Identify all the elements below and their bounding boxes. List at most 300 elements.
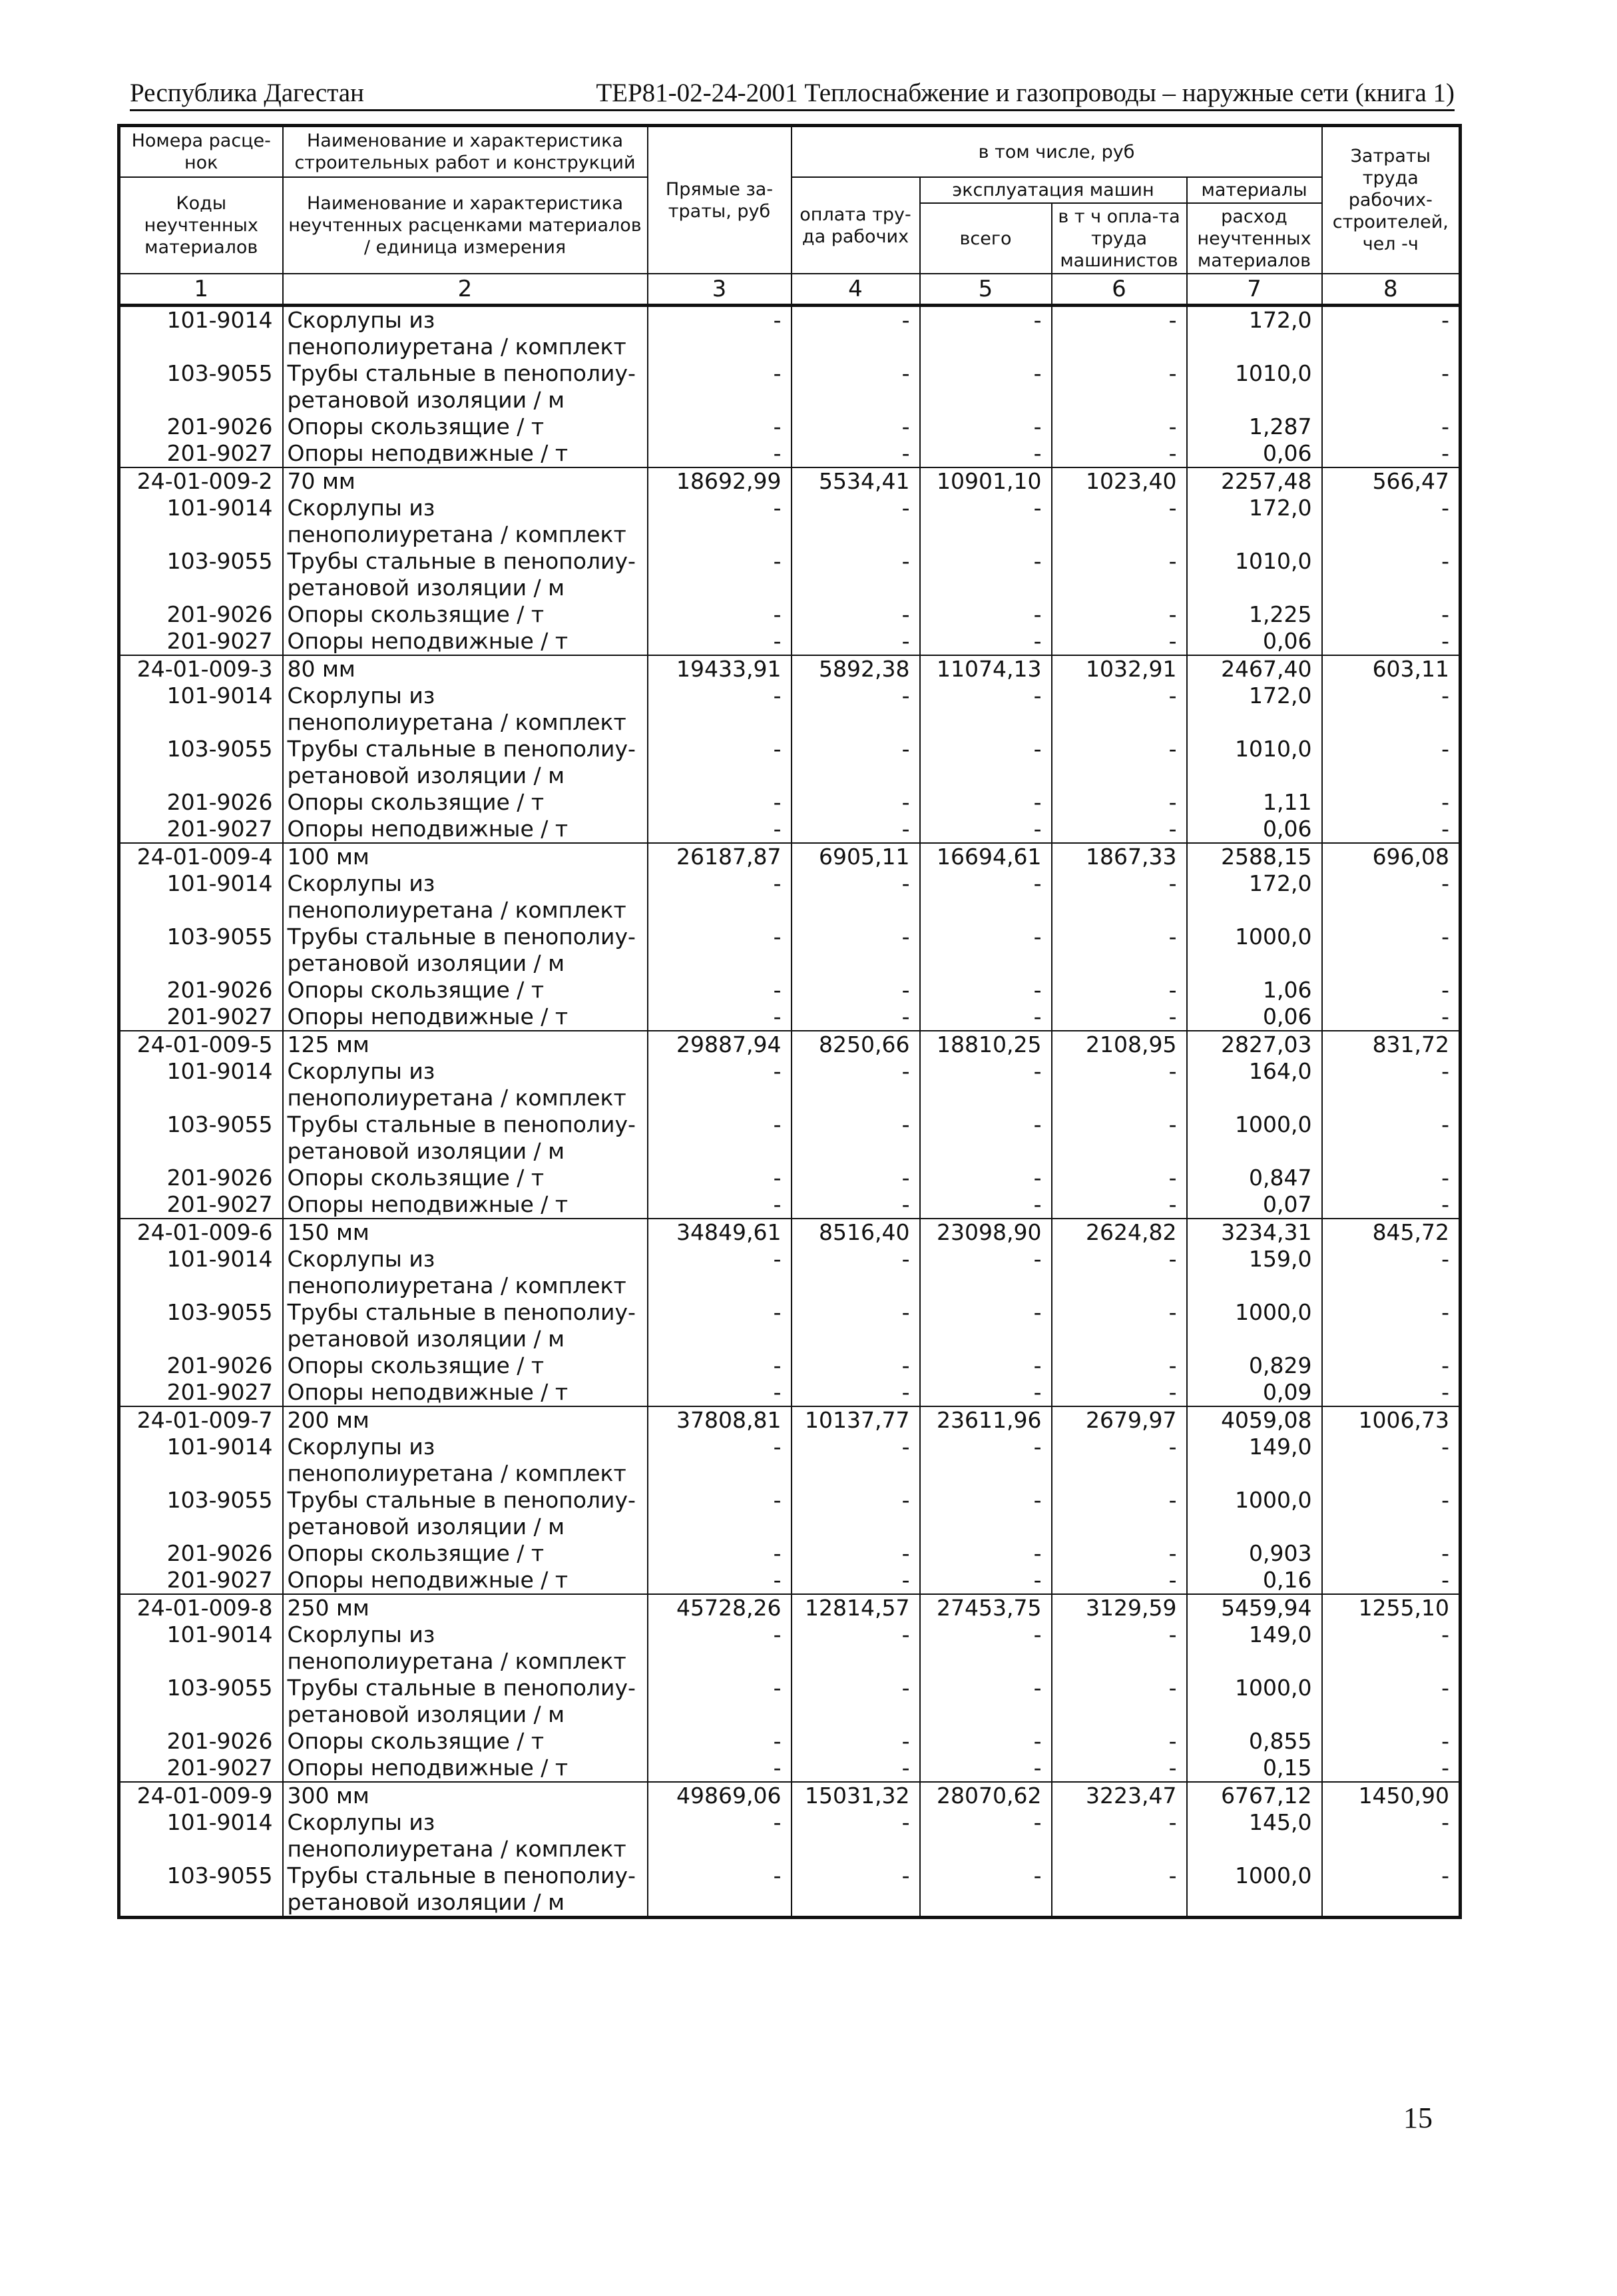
row-name: Скорлупы из пенополиуретана / комплект: [283, 1058, 648, 1111]
row-machinist-pay: 3223,47: [1052, 1782, 1187, 1809]
row-labor-hours: -: [1322, 440, 1461, 467]
row-name: Опоры неподвижные / т: [283, 816, 648, 843]
header-col6: в т ч опла-та труда машинистов: [1052, 203, 1187, 274]
row-machinist-pay: -: [1052, 360, 1187, 414]
row-machinist-pay: -: [1052, 1567, 1187, 1594]
row-materials: 1000,0: [1187, 1299, 1322, 1352]
row-direct-costs: 34849,61: [648, 1219, 792, 1246]
row-labor-hours: -: [1322, 1567, 1461, 1594]
column-number: 1: [119, 274, 283, 306]
row-name: Скорлупы из пенополиуретана / комплект: [283, 1809, 648, 1863]
row-materials: 0,15: [1187, 1755, 1322, 1782]
row-machines-total: -: [920, 924, 1052, 977]
row-machinist-pay: -: [1052, 736, 1187, 789]
row-labor-hours: 845,72: [1322, 1219, 1461, 1246]
row-labor-pay: -: [792, 789, 920, 816]
row-machines-total: -: [920, 1165, 1052, 1191]
row-machines-total: -: [920, 1728, 1052, 1755]
row-labor-pay: -: [792, 1728, 920, 1755]
material-row: [119, 1809, 1461, 1863]
row-materials: 172,0: [1187, 870, 1322, 924]
row-materials: 145,0: [1187, 1809, 1322, 1863]
row-labor-pay: -: [792, 1191, 920, 1219]
rates-table-body: [119, 306, 1461, 1918]
row-labor-pay: -: [792, 1540, 920, 1567]
row-machines-total: -: [920, 816, 1052, 843]
row-machinist-pay: 1032,91: [1052, 655, 1187, 683]
row-machinist-pay: -: [1052, 1540, 1187, 1567]
row-name: Трубы стальные в пенополиу-ретановой изоляции / м: [283, 1299, 648, 1352]
row-name: Трубы стальные в пенополиу-ретановой изоляции / м: [283, 1487, 648, 1540]
row-labor-hours: -: [1322, 306, 1461, 361]
row-labor-hours: -: [1322, 1165, 1461, 1191]
row-code: 101-9014: [119, 495, 283, 548]
header-col4: оплата тру-да рабочих: [792, 177, 920, 274]
row-machinist-pay: -: [1052, 1728, 1187, 1755]
row-machinist-pay: -: [1052, 628, 1187, 655]
row-labor-hours: 603,11: [1322, 655, 1461, 683]
row-labor-pay: -: [792, 1487, 920, 1540]
row-name: Опоры неподвижные / т: [283, 1191, 648, 1219]
row-labor-hours: -: [1322, 977, 1461, 1004]
row-materials: 1010,0: [1187, 548, 1322, 601]
row-direct-costs: -: [648, 1434, 792, 1487]
row-machinist-pay: -: [1052, 1675, 1187, 1728]
material-row: [119, 1567, 1461, 1594]
row-direct-costs: 26187,87: [648, 843, 792, 870]
row-code: 101-9014: [119, 1434, 283, 1487]
row-machinist-pay: -: [1052, 1058, 1187, 1111]
row-materials: 0,06: [1187, 440, 1322, 467]
material-row: [119, 495, 1461, 548]
price-row: [119, 1406, 1461, 1434]
row-name: Трубы стальные в пенополиу-ретановой изоляции / м: [283, 1863, 648, 1918]
row-code: 24-01-009-2: [119, 467, 283, 495]
row-labor-pay: -: [792, 1621, 920, 1675]
column-number: 3: [648, 274, 792, 306]
row-labor-hours: -: [1322, 628, 1461, 655]
row-machines-total: -: [920, 977, 1052, 1004]
row-machines-total: -: [920, 1675, 1052, 1728]
row-materials: 0,903: [1187, 1540, 1322, 1567]
material-row: [119, 306, 1461, 361]
row-code: 24-01-009-4: [119, 843, 283, 870]
row-machines-total: -: [920, 1111, 1052, 1165]
column-number: 2: [283, 274, 648, 306]
row-labor-hours: -: [1322, 1004, 1461, 1031]
row-name: Скорлупы из пенополиуретана / комплект: [283, 683, 648, 736]
row-labor-hours: -: [1322, 683, 1461, 736]
row-materials: 1000,0: [1187, 1675, 1322, 1728]
row-labor-pay: -: [792, 1299, 920, 1352]
row-code: 201-9026: [119, 601, 283, 628]
material-row: [119, 1728, 1461, 1755]
row-labor-pay: -: [792, 1809, 920, 1863]
row-code: 201-9027: [119, 1379, 283, 1406]
row-machines-total: -: [920, 1434, 1052, 1487]
row-materials: 1000,0: [1187, 1487, 1322, 1540]
row-code: 24-01-009-9: [119, 1782, 283, 1809]
row-name: Скорлупы из пенополиуретана / комплект: [283, 1246, 648, 1299]
price-row: [119, 1031, 1461, 1058]
row-direct-costs: -: [648, 1191, 792, 1219]
row-materials: 149,0: [1187, 1621, 1322, 1675]
row-name: Трубы стальные в пенополиу-ретановой изоляции / м: [283, 1675, 648, 1728]
row-labor-pay: 15031,32: [792, 1782, 920, 1809]
rates-table: [117, 124, 1462, 1919]
row-labor-pay: -: [792, 1111, 920, 1165]
row-labor-hours: -: [1322, 1621, 1461, 1675]
row-machines-total: -: [920, 1863, 1052, 1918]
column-number: 4: [792, 274, 920, 306]
row-materials: 5459,94: [1187, 1594, 1322, 1621]
header-col1-bottom: Коды неучтенных материалов: [119, 177, 283, 274]
material-row: [119, 440, 1461, 467]
row-materials: 6767,12: [1187, 1782, 1322, 1809]
row-code: 103-9055: [119, 736, 283, 789]
row-materials: 0,06: [1187, 816, 1322, 843]
header-col1-top: Номера расце-нок: [119, 126, 283, 178]
row-code: 103-9055: [119, 1863, 283, 1918]
row-direct-costs: 29887,94: [648, 1031, 792, 1058]
row-direct-costs: -: [648, 736, 792, 789]
row-direct-costs: -: [648, 789, 792, 816]
row-direct-costs: -: [648, 1809, 792, 1863]
row-materials: 1010,0: [1187, 360, 1322, 414]
row-name: Скорлупы из пенополиуретана / комплект: [283, 870, 648, 924]
header-col2-top: Наименование и характеристика строительных работ и конструкций: [283, 126, 648, 178]
row-labor-hours: -: [1322, 1191, 1461, 1219]
row-name: Трубы стальные в пенополиу-ретановой изоляции / м: [283, 360, 648, 414]
page-header: [130, 79, 1455, 111]
row-code: 201-9027: [119, 816, 283, 843]
row-materials: 149,0: [1187, 1434, 1322, 1487]
row-labor-pay: -: [792, 360, 920, 414]
row-machines-total: -: [920, 601, 1052, 628]
row-direct-costs: -: [648, 1165, 792, 1191]
row-code: 101-9014: [119, 1809, 283, 1863]
row-direct-costs: 37808,81: [648, 1406, 792, 1434]
row-code: 201-9026: [119, 1352, 283, 1379]
row-machines-total: -: [920, 789, 1052, 816]
row-direct-costs: -: [648, 548, 792, 601]
row-materials: 1000,0: [1187, 924, 1322, 977]
row-name: Опоры неподвижные / т: [283, 440, 648, 467]
row-materials: 1000,0: [1187, 1111, 1322, 1165]
row-labor-hours: -: [1322, 924, 1461, 977]
row-machinist-pay: -: [1052, 1246, 1187, 1299]
row-code: 103-9055: [119, 548, 283, 601]
row-machines-total: -: [920, 1299, 1052, 1352]
row-machinist-pay: -: [1052, 601, 1187, 628]
row-machinist-pay: -: [1052, 870, 1187, 924]
row-labor-pay: -: [792, 306, 920, 361]
row-materials: 0,855: [1187, 1728, 1322, 1755]
row-machines-total: -: [920, 1621, 1052, 1675]
row-direct-costs: -: [648, 1728, 792, 1755]
row-machinist-pay: -: [1052, 924, 1187, 977]
rates-table-header: [119, 126, 1461, 306]
row-labor-pay: -: [792, 1246, 920, 1299]
row-name: Опоры скользящие / т: [283, 1165, 648, 1191]
row-code: 103-9055: [119, 1675, 283, 1728]
row-name: Трубы стальные в пенополиу-ретановой изоляции / м: [283, 924, 648, 977]
header-col2-bottom: Наименование и характеристика неучтенных расценками материалов / единица измерения: [283, 177, 648, 274]
price-row: [119, 467, 1461, 495]
header-col7: расход неучтенных материалов: [1187, 203, 1322, 274]
header-col8: Затраты труда рабочих-строителей, чел -ч: [1322, 126, 1461, 274]
row-materials: 159,0: [1187, 1246, 1322, 1299]
row-labor-hours: -: [1322, 1379, 1461, 1406]
row-labor-pay: 6905,11: [792, 843, 920, 870]
row-code: 101-9014: [119, 683, 283, 736]
column-number: 6: [1052, 274, 1187, 306]
row-code: 103-9055: [119, 924, 283, 977]
row-code: 24-01-009-6: [119, 1219, 283, 1246]
material-row: [119, 1487, 1461, 1540]
row-code: 103-9055: [119, 360, 283, 414]
row-name: Опоры неподвижные / т: [283, 1567, 648, 1594]
row-code: 201-9026: [119, 789, 283, 816]
row-materials: 2467,40: [1187, 655, 1322, 683]
row-direct-costs: -: [648, 977, 792, 1004]
row-code: 24-01-009-8: [119, 1594, 283, 1621]
material-row: [119, 1191, 1461, 1219]
row-code: 101-9014: [119, 1246, 283, 1299]
row-labor-pay: -: [792, 1434, 920, 1487]
material-row: [119, 1058, 1461, 1111]
row-materials: 1,06: [1187, 977, 1322, 1004]
row-labor-pay: 5534,41: [792, 467, 920, 495]
row-direct-costs: 19433,91: [648, 655, 792, 683]
row-machines-total: 18810,25: [920, 1031, 1052, 1058]
material-row: [119, 1540, 1461, 1567]
row-machinist-pay: -: [1052, 1434, 1187, 1487]
row-machines-total: -: [920, 360, 1052, 414]
row-machines-total: 28070,62: [920, 1782, 1052, 1809]
row-labor-hours: 1450,90: [1322, 1782, 1461, 1809]
material-row: [119, 628, 1461, 655]
header-group-machines: эксплуатация машин: [920, 177, 1187, 203]
row-materials: 1000,0: [1187, 1863, 1322, 1918]
row-machinist-pay: -: [1052, 1111, 1187, 1165]
row-direct-costs: 49869,06: [648, 1782, 792, 1809]
row-labor-pay: -: [792, 1004, 920, 1031]
row-direct-costs: -: [648, 1111, 792, 1165]
price-row: [119, 843, 1461, 870]
row-machines-total: -: [920, 1567, 1052, 1594]
row-labor-hours: -: [1322, 495, 1461, 548]
row-code: 101-9014: [119, 1058, 283, 1111]
row-machinist-pay: -: [1052, 1191, 1187, 1219]
row-labor-pay: 8516,40: [792, 1219, 920, 1246]
row-labor-hours: -: [1322, 736, 1461, 789]
row-labor-pay: -: [792, 440, 920, 467]
row-machines-total: 16694,61: [920, 843, 1052, 870]
material-row: [119, 1379, 1461, 1406]
row-code: 101-9014: [119, 870, 283, 924]
row-materials: 1,11: [1187, 789, 1322, 816]
material-row: [119, 360, 1461, 414]
price-row: [119, 655, 1461, 683]
row-labor-pay: -: [792, 1058, 920, 1111]
row-machinist-pay: -: [1052, 1352, 1187, 1379]
material-row: [119, 870, 1461, 924]
row-direct-costs: -: [648, 1567, 792, 1594]
row-machinist-pay: 3129,59: [1052, 1594, 1187, 1621]
header-col5: всего: [920, 203, 1052, 274]
material-row: [119, 924, 1461, 977]
row-materials: 3234,31: [1187, 1219, 1322, 1246]
row-machines-total: -: [920, 870, 1052, 924]
row-labor-pay: -: [792, 1379, 920, 1406]
row-name: Опоры скользящие / т: [283, 1540, 648, 1567]
row-code: 201-9026: [119, 1540, 283, 1567]
material-row: [119, 816, 1461, 843]
row-direct-costs: -: [648, 440, 792, 467]
material-row: [119, 1246, 1461, 1299]
row-labor-hours: -: [1322, 414, 1461, 440]
row-labor-hours: -: [1322, 1299, 1461, 1352]
row-name: Опоры неподвижные / т: [283, 628, 648, 655]
material-row: [119, 977, 1461, 1004]
row-labor-hours: -: [1322, 1434, 1461, 1487]
row-labor-hours: -: [1322, 1058, 1461, 1111]
material-row: [119, 1675, 1461, 1728]
row-name: 300 мм: [283, 1782, 648, 1809]
row-machines-total: -: [920, 1246, 1052, 1299]
row-direct-costs: -: [648, 1621, 792, 1675]
row-labor-pay: 12814,57: [792, 1594, 920, 1621]
row-materials: 2588,15: [1187, 843, 1322, 870]
header-region: Республика Дагестан: [130, 79, 364, 107]
material-row: [119, 1299, 1461, 1352]
column-number-row: [119, 274, 1461, 306]
row-code: 103-9055: [119, 1299, 283, 1352]
row-name: Опоры неподвижные / т: [283, 1755, 648, 1782]
row-name: Скорлупы из пенополиуретана / комплект: [283, 495, 648, 548]
row-machines-total: 11074,13: [920, 655, 1052, 683]
row-labor-hours: -: [1322, 1755, 1461, 1782]
row-machines-total: -: [920, 1191, 1052, 1219]
row-machines-total: -: [920, 1487, 1052, 1540]
price-row: [119, 1219, 1461, 1246]
row-machinist-pay: -: [1052, 1487, 1187, 1540]
row-labor-hours: 831,72: [1322, 1031, 1461, 1058]
row-name: Опоры неподвижные / т: [283, 1379, 648, 1406]
material-row: [119, 1352, 1461, 1379]
row-name: Опоры скользящие / т: [283, 1352, 648, 1379]
row-labor-pay: 10137,77: [792, 1406, 920, 1434]
row-direct-costs: -: [648, 924, 792, 977]
row-direct-costs: -: [648, 1004, 792, 1031]
row-direct-costs: 45728,26: [648, 1594, 792, 1621]
row-machines-total: -: [920, 736, 1052, 789]
row-machinist-pay: 2679,97: [1052, 1406, 1187, 1434]
row-name: 70 мм: [283, 467, 648, 495]
row-labor-hours: -: [1322, 1540, 1461, 1567]
row-machinist-pay: -: [1052, 977, 1187, 1004]
row-materials: 0,06: [1187, 628, 1322, 655]
row-code: 201-9027: [119, 1191, 283, 1219]
row-name: 100 мм: [283, 843, 648, 870]
material-row: [119, 1863, 1461, 1918]
row-labor-pay: -: [792, 1863, 920, 1918]
row-machines-total: -: [920, 548, 1052, 601]
row-labor-pay: -: [792, 628, 920, 655]
row-name: 80 мм: [283, 655, 648, 683]
row-machinist-pay: -: [1052, 816, 1187, 843]
row-name: Опоры скользящие / т: [283, 601, 648, 628]
row-direct-costs: -: [648, 1755, 792, 1782]
row-machinist-pay: -: [1052, 1621, 1187, 1675]
row-direct-costs: -: [648, 414, 792, 440]
column-number: 5: [920, 274, 1052, 306]
material-row: [119, 1111, 1461, 1165]
row-code: 201-9026: [119, 1728, 283, 1755]
row-machinist-pay: -: [1052, 548, 1187, 601]
row-code: 24-01-009-3: [119, 655, 283, 683]
header-document-title: ТЕР81-02-24-2001 Теплоснабжение и газопроводы – наружные сети (книга 1): [596, 79, 1455, 107]
row-machinist-pay: -: [1052, 414, 1187, 440]
row-labor-pay: -: [792, 601, 920, 628]
header-col3: Прямые за-траты, руб: [648, 126, 792, 274]
row-code: 201-9027: [119, 1755, 283, 1782]
row-labor-hours: -: [1322, 548, 1461, 601]
row-machines-total: -: [920, 306, 1052, 361]
row-labor-pay: -: [792, 548, 920, 601]
row-code: 101-9014: [119, 306, 283, 361]
row-direct-costs: -: [648, 1246, 792, 1299]
row-name: Трубы стальные в пенополиу-ретановой изоляции / м: [283, 1111, 648, 1165]
row-machinist-pay: -: [1052, 1165, 1187, 1191]
row-labor-hours: -: [1322, 1246, 1461, 1299]
row-machinist-pay: 1023,40: [1052, 467, 1187, 495]
row-machines-total: -: [920, 1755, 1052, 1782]
row-labor-pay: -: [792, 495, 920, 548]
row-materials: 4059,08: [1187, 1406, 1322, 1434]
row-name: Скорлупы из пенополиуретана / комплект: [283, 1434, 648, 1487]
row-machinist-pay: -: [1052, 1755, 1187, 1782]
row-name: Скорлупы из пенополиуретана / комплект: [283, 1621, 648, 1675]
row-machines-total: -: [920, 1058, 1052, 1111]
material-row: [119, 789, 1461, 816]
material-row: [119, 601, 1461, 628]
row-materials: 0,07: [1187, 1191, 1322, 1219]
row-machinist-pay: -: [1052, 1004, 1187, 1031]
row-labor-hours: -: [1322, 360, 1461, 414]
row-machines-total: 27453,75: [920, 1594, 1052, 1621]
row-labor-pay: -: [792, 1352, 920, 1379]
row-code: 201-9027: [119, 1004, 283, 1031]
row-labor-pay: -: [792, 414, 920, 440]
row-materials: 1010,0: [1187, 736, 1322, 789]
row-labor-pay: -: [792, 1675, 920, 1728]
row-labor-hours: -: [1322, 601, 1461, 628]
row-machines-total: 10901,10: [920, 467, 1052, 495]
material-row: [119, 1755, 1461, 1782]
row-labor-hours: -: [1322, 1809, 1461, 1863]
row-materials: 172,0: [1187, 306, 1322, 361]
row-direct-costs: -: [648, 495, 792, 548]
row-direct-costs: -: [648, 628, 792, 655]
row-code: 201-9027: [119, 1567, 283, 1594]
row-labor-pay: -: [792, 1567, 920, 1594]
row-labor-hours: -: [1322, 789, 1461, 816]
row-name: Опоры неподвижные / т: [283, 1004, 648, 1031]
price-row: [119, 1782, 1461, 1809]
row-code: 103-9055: [119, 1487, 283, 1540]
